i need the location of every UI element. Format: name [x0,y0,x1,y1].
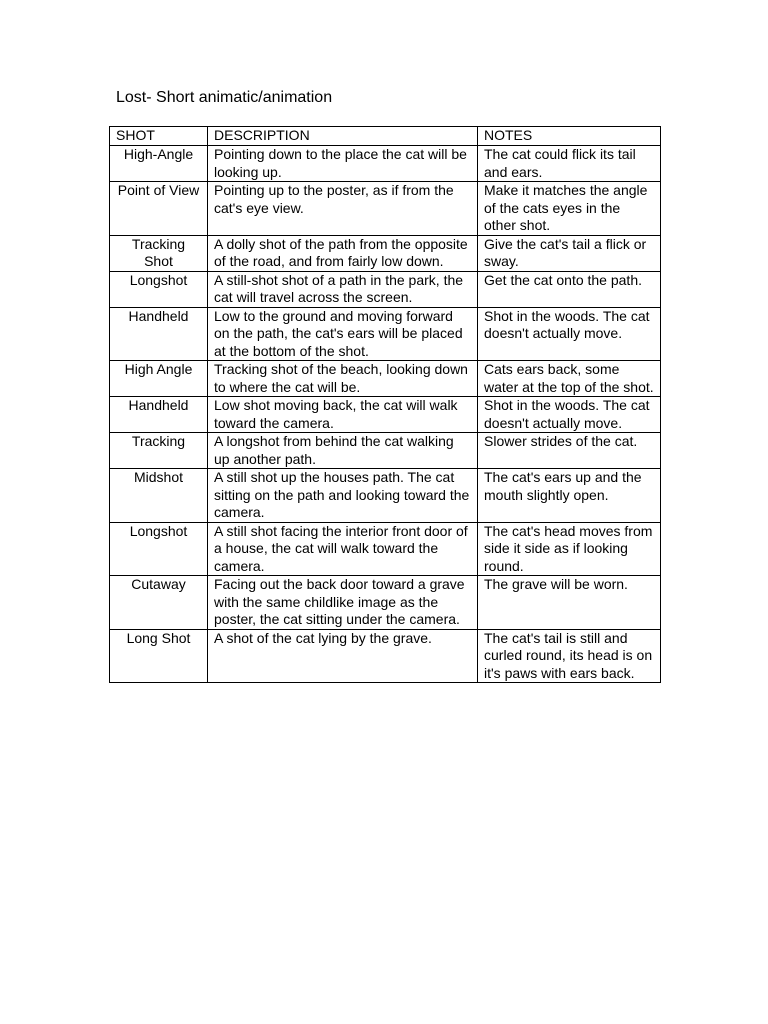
notes-cell: The grave will be worn. [478,576,661,630]
table-row [110,576,661,630]
shot-cell: Longshot [110,271,208,307]
description-cell: Pointing down to the place the cat will be looking up. [208,146,478,182]
column-header-description: DESCRIPTION [208,127,478,146]
shot-cell: Handheld [110,397,208,433]
description-cell: A shot of the cat lying by the grave. [208,629,478,683]
description-cell: A still shot up the houses path. The cat sitting on the path and looking toward the camera. [208,469,478,523]
notes-cell: Give the cat's tail a flick or sway. [478,235,661,271]
document-title: Lost- Short animatic/animation [116,89,333,106]
table-row [110,307,661,361]
description-cell: Low shot moving back, the cat will walk toward the camera. [208,397,478,433]
table-row [110,522,661,576]
notes-cell: Cats ears back, some water at the top of the shot. [478,361,661,397]
description-cell: Low to the ground and moving forward on the path, the cat's ears will be placed at the bottom of the shot. [208,307,478,361]
table-row [110,146,661,182]
notes-cell: The cat's tail is still and curled round, its head is on it's paws with ears back. [478,629,661,683]
shot-cell: Cutaway [110,576,208,630]
shot-cell: Tracking [110,433,208,469]
description-cell: A dolly shot of the path from the opposite of the road, and from fairly low down. [208,235,478,271]
table-body [110,146,661,683]
notes-cell: Make it matches the angle of the cats eyes in the other shot. [478,182,661,236]
shot-cell: High-Angle [110,146,208,182]
notes-cell: The cat's ears up and the mouth slightly open. [478,469,661,523]
table-row [110,629,661,683]
column-header-shot: SHOT [110,127,208,146]
table-row [110,397,661,433]
table-row [110,433,661,469]
shot-cell: Point of View [110,182,208,236]
notes-cell: Shot in the woods. The cat doesn't actually move. [478,307,661,361]
description-cell: A still shot facing the interior front door of a house, the cat will walk toward the camera. [208,522,478,576]
notes-cell: Slower strides of the cat. [478,433,661,469]
table-row [110,469,661,523]
description-cell: Pointing up to the poster, as if from the cat's eye view. [208,182,478,236]
description-cell: Facing out the back door toward a grave with the same childlike image as the poster, the cat sitting under the camera. [208,576,478,630]
table-row [110,271,661,307]
shot-cell: Midshot [110,469,208,523]
description-cell: Tracking shot of the beach, looking down to where the cat will be. [208,361,478,397]
notes-cell: Get the cat onto the path. [478,271,661,307]
table-header [110,127,661,146]
notes-cell: Shot in the woods. The cat doesn't actually move. [478,397,661,433]
shot-cell: Handheld [110,307,208,361]
description-cell: A still-shot shot of a path in the park, the cat will travel across the screen. [208,271,478,307]
table-row [110,361,661,397]
notes-cell: The cat's head moves from side it side as if looking round. [478,522,661,576]
shot-cell: High Angle [110,361,208,397]
shot-cell: Long Shot [110,629,208,683]
notes-cell: The cat could flick its tail and ears. [478,146,661,182]
table-row [110,235,661,271]
table-row [110,182,661,236]
shot-list-table [109,126,661,683]
shot-cell: Tracking Shot [110,235,208,271]
column-header-notes: NOTES [478,127,661,146]
description-cell: A longshot from behind the cat walking up another path. [208,433,478,469]
shot-cell: Longshot [110,522,208,576]
header-row [110,127,661,146]
